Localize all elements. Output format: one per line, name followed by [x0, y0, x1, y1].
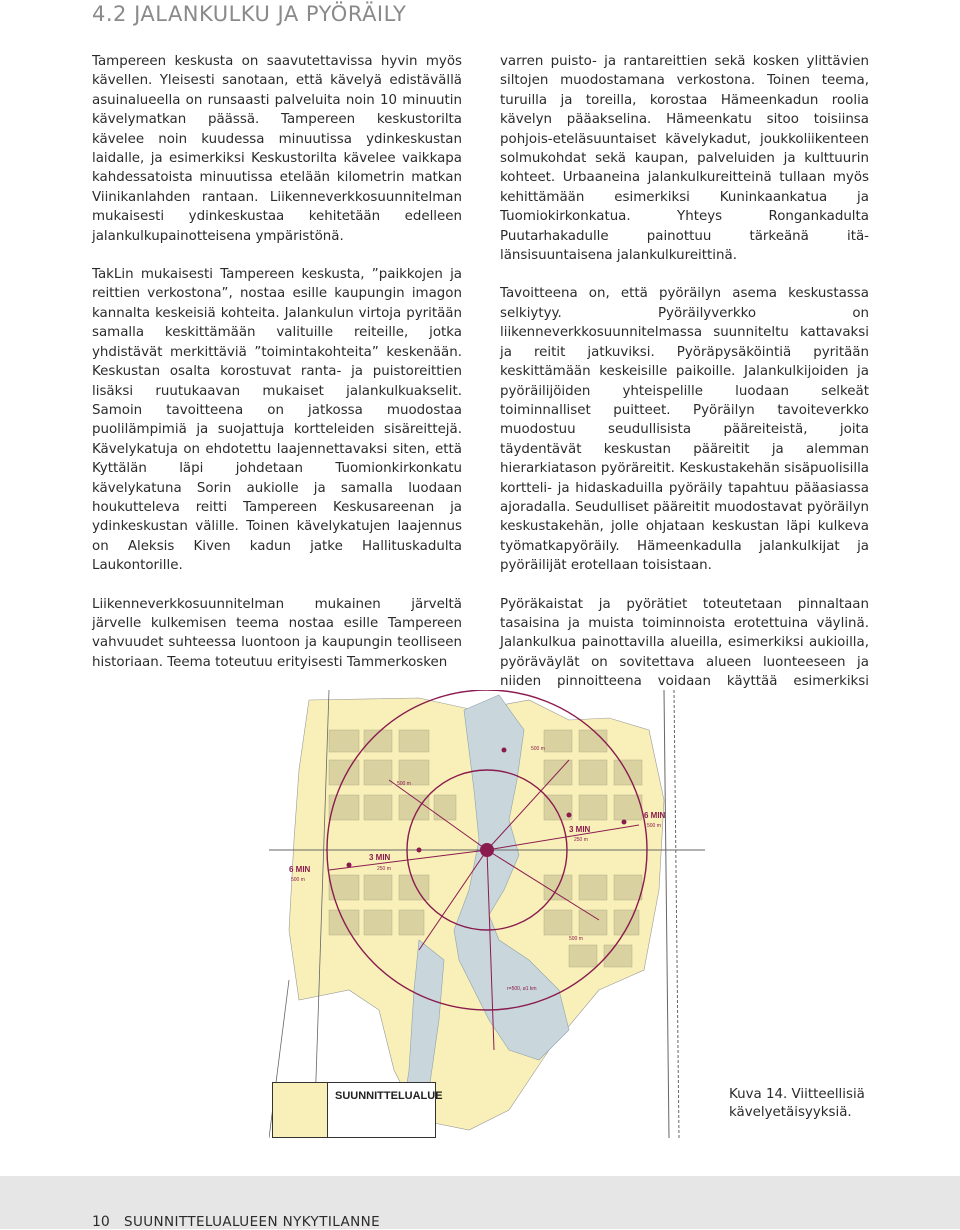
paragraph: TakLin mukaisesti Tampereen keskusta, ”paikkojen ja reittien verkostona”, nostaa esille kaupungin imagon kannalta keskeisiä kohteita. Jalankulun virtoja pyritään samalla keskittämään valituille reiteille, jotka yhdistävät merkittäviä ”toimintakohteita” keskenään. Keskustan osalta korostuvat ranta- ja puistoreittien lisäksi ruutukaavan mukaiset jalankulkuakselit. Samoin tavoitteena on jatkossa muodostaa puolilämpimiä ja suojattuja kortteleiden sisäreittejä. Kävelykatuja on ehdotettu laajennettavaksi siten, että Kyttälän läpi johdetaan Tuomionkirkonkatu kävelykatuna Sorin aukiolle ja samalla luodaan houkutteleva reitti Tampereen Keskusareenan ja ydinkeskustan välille. Toinen kävelykatujen laajennus on Aleksis Kiven kadun jatke Hallituskadulta Laukontorille. [92, 267, 462, 574]
distance-label: 500 m [531, 746, 545, 752]
legend-label: SUUNNITTELUALUE [335, 1090, 443, 1102]
time-label: 3 MIN [569, 825, 591, 834]
left-text-column [92, 52, 462, 691]
paragraph: Tavoitteena on, että pyöräilyn asema keskustassa selkiytyy. Pyöräilyverkko on liikenneverkkosuunnitelmassa suunniteltu kattavaksi ja reitit jatkuviksi. Pyöräpysäköintiä pyritään keskittämään keskeisille paikoille. Jalankulkijoiden ja pyöräilijöiden yhteispelille luodaan selkeät toiminnalliset puitteet. Pyöräilyn tavoiteverkko muodostuu seudullisista pääreiteistä, joita täydentävät keskustan pääreitit ja alemman hierarkiatason pyöräreitit. Keskustakehän sisäpuolisilla kortteli- ja hidaskaduilla pyöräily tapahtuu pääasiassa ajoradalla. Seudulliset pääreitit muodostavat pyöräilyn keskustakehän, jolle ohjataan keskustan läpi kulkeva työmatkapyöräily. Hämeenkadulla jalankulkijat ja pyöräilijät erotellaan toisistaan. [500, 286, 869, 574]
map-legend [272, 1082, 443, 1138]
page-number: 10 [92, 1214, 110, 1230]
paragraph: varren puisto- ja rantareittien sekä kosken ylittävien siltojen muodostamana verkostona. Toinen teema, turuilla ja toreilla, korostaa Hämeenkadun roolia kävelyn pääakselina. Hämeenkatu sitoo toisiinsa pohjois-eteläsuuntaiset kävelykadut, joukkoliikenteen solmukohdat sekä kaupan, palveluiden ja kulttuurin kohteet. Urbaaneina jalankulkureitteinä tullaan myös kehittämään esimerkiksi Kuninkaankatua ja Tuomiokirkonkatua. Yhteys Rongankadulta Puutarhakadulle painottuu tärkeänä itä-länsisuuntaisena jalankulkureittinä. [500, 54, 869, 264]
paragraph: Pyöräkaistat ja pyörätiet toteutetaan pinnaltaan tasaisina ja muista toiminnoista erotettuina väylinä. Jalankulkua painottavilla alueilla, esimerkiksi aukioilla, pyöräväylät on sovitettava alueen luonteeseen ja niiden pinnoitteena voidaan käyttää esimerkiksi [500, 596, 869, 690]
paragraph: Tampereen keskusta on saavutettavissa hyvin myös kävellen. Yleisesti sanotaan, että kävelyä edistävällä asuinalueella on runsaasti palveluita noin 10 minuutin kävelymatkan päässä. Tampereen keskustorilta kävelee noin kuudessa minuutissa ydinkeskustan laidalle, ja esimerkiksi Keskustorilta kävelee vaikkapa kahdessatoista minuutissa etelään kilometrin matkan Viinikanlahden rantaan. Liikenneverkkosuunnitelman mukaisesti ydinkeskustaa kehitetään edelleen jalankulkupainotteisena ympäristönä. [92, 54, 462, 244]
paragraph: Liikenneverkkosuunnitelman mukainen järveltä järvelle kulkemisen teema nostaa esille Tampereen vahvuudet suhteessa luontoon ja kaupungin teolliseen historiaan. Teema toteutuu erityisesti Tammerkosken [92, 596, 462, 670]
section-title: 4.2 JALANKULKU JA PYÖRÄILY [92, 2, 407, 26]
centre-point [480, 843, 494, 857]
distance-label: 500 m [291, 877, 305, 883]
figure-caption: Kuva 14. Viitteellisiä kävelyetäisyyksiä. [729, 1087, 865, 1120]
chapter-title: SUUNNITTELUALUEEN NYKYTILANNE [124, 1214, 381, 1230]
walking-distance-map [269, 690, 705, 1138]
distance-label: 250 m [377, 866, 391, 872]
time-label: 6 MIN [644, 811, 666, 820]
distance-label: r=500, ø1 km [507, 986, 537, 992]
distance-label: 500 m [397, 781, 411, 787]
legend-swatch [273, 1083, 328, 1137]
time-label: 6 MIN [289, 865, 311, 874]
time-label: 3 MIN [369, 853, 391, 862]
right-text-column [500, 52, 869, 730]
distance-label: 250 m [574, 837, 588, 843]
distance-label: 500 m [647, 823, 661, 829]
page-footer [0, 1176, 960, 1229]
distance-label: 500 m [569, 936, 583, 942]
